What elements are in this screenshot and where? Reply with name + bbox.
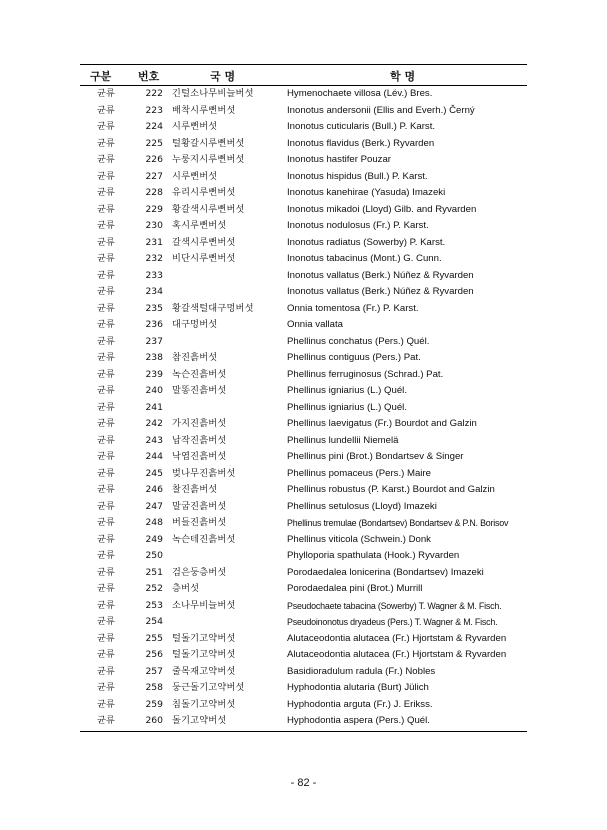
table-row	[80, 548, 527, 565]
cell-number: 250	[145, 550, 163, 561]
cell-category: 균류	[97, 698, 115, 710]
cell-scientific-name: Phellinus setulosus (Lloyd) Imazeki	[287, 500, 437, 512]
cell-scientific-name: Inonotus radiatus (Sowerby) P. Karst.	[287, 236, 446, 248]
cell-scientific-name: Hyphodontia alutaria (Burt) Jülich	[287, 682, 429, 693]
table-row	[80, 713, 527, 730]
cell-korean-name: 털돌기고약버섯	[172, 632, 236, 644]
cell-korean-name: 말굽진흙버섯	[172, 500, 227, 512]
table-row	[80, 284, 527, 301]
cell-number: 254	[145, 616, 163, 627]
cell-category: 균류	[97, 236, 115, 248]
cell-korean-name: 검은둥층버섯	[172, 566, 227, 578]
cell-category: 균류	[97, 665, 115, 677]
cell-scientific-name: Inonotus vallatus (Berk.) Núñez & Ryvarden	[287, 269, 474, 281]
table-body	[80, 86, 527, 730]
cell-korean-name: 시루뻔버섯	[172, 170, 218, 182]
cell-category: 균류	[97, 517, 115, 528]
cell-category: 균류	[97, 682, 115, 693]
cell-category: 균류	[97, 533, 115, 545]
cell-number: 232	[145, 253, 163, 264]
header-number: 번호	[138, 70, 160, 83]
table-row	[80, 680, 527, 697]
cell-scientific-name: Inonotus cuticularis (Bull.) P. Karst.	[287, 121, 436, 132]
species-table	[80, 64, 527, 730]
cell-category: 균류	[97, 352, 115, 363]
cell-number: 240	[145, 385, 163, 396]
table-row	[80, 119, 527, 136]
cell-korean-name: 긴털소나무비늘버섯	[172, 88, 254, 99]
cell-category: 균류	[97, 550, 115, 561]
table-row	[80, 367, 527, 384]
table-row	[80, 136, 527, 153]
cell-korean-name: 털돌기고약버섯	[172, 649, 236, 660]
cell-number: 242	[145, 418, 163, 429]
cell-category: 균류	[97, 104, 115, 116]
table-row	[80, 383, 527, 400]
table-row	[80, 251, 527, 268]
cell-number: 238	[145, 352, 163, 363]
cell-korean-name: 비단시루뻔버섯	[172, 253, 236, 264]
cell-korean-name: 황갈색털대구멍버섯	[172, 302, 254, 314]
cell-scientific-name: Porodaedalea lonicerina (Bondartsev) Imazeki	[287, 566, 484, 578]
table-bottom-rule	[80, 731, 527, 732]
table-row	[80, 499, 527, 516]
cell-scientific-name: Inonotus hispidus (Bull.) P. Karst.	[287, 170, 428, 182]
table-row	[80, 185, 527, 202]
cell-korean-name: 찰진흙버섯	[172, 484, 218, 495]
cell-scientific-name: Inonotus mikadoi (Lloyd) Gilb. and Ryvarden	[287, 203, 477, 215]
table-row	[80, 449, 527, 466]
cell-scientific-name: Onnia tomentosa (Fr.) P. Karst.	[287, 302, 419, 314]
cell-number: 252	[145, 583, 163, 594]
cell-korean-name: 줄목재고약버섯	[172, 665, 236, 677]
table-row	[80, 416, 527, 433]
cell-category: 균류	[97, 88, 115, 99]
cell-scientific-name: Phellinus viticola (Schwein.) Donk	[287, 533, 431, 545]
cell-number: 255	[145, 632, 163, 644]
cell-category: 균류	[97, 385, 115, 396]
cell-korean-name: 배착시루뻔버섯	[172, 104, 236, 116]
cell-category: 균류	[97, 401, 115, 413]
cell-number: 230	[145, 220, 163, 231]
table-row	[80, 614, 527, 631]
cell-number: 251	[145, 566, 163, 578]
table-row	[80, 647, 527, 664]
cell-number: 226	[145, 154, 163, 165]
cell-scientific-name: Inonotus nodulosus (Fr.) P. Karst.	[287, 220, 429, 231]
cell-korean-name: 층버섯	[172, 583, 200, 594]
cell-number: 247	[145, 500, 163, 512]
cell-scientific-name: Inonotus hastifer Pouzar	[287, 154, 391, 165]
cell-korean-name: 유리시루뻔버섯	[172, 187, 236, 198]
cell-number: 241	[145, 401, 163, 413]
cell-scientific-name: Hyphodontia aspera (Pers.) Quél.	[287, 715, 430, 726]
table-row	[80, 334, 527, 351]
cell-number: 225	[145, 137, 163, 149]
cell-korean-name: 버들진흙버섯	[172, 517, 227, 528]
cell-scientific-name: Onnia vallata	[287, 319, 343, 330]
cell-number: 239	[145, 368, 163, 380]
cell-number: 227	[145, 170, 163, 182]
table-row	[80, 697, 527, 714]
cell-korean-name: 참진흙버섯	[172, 352, 218, 363]
cell-category: 균류	[97, 302, 115, 314]
table-row	[80, 532, 527, 549]
cell-korean-name: 가지진흙버섯	[172, 418, 227, 429]
cell-number: 228	[145, 187, 163, 198]
table-row	[80, 103, 527, 120]
table-row	[80, 202, 527, 219]
cell-category: 균류	[97, 286, 115, 297]
cell-number: 245	[145, 467, 163, 479]
table-row	[80, 565, 527, 582]
cell-korean-name: 낙엽진흙버섯	[172, 451, 227, 462]
cell-scientific-name: Phellinus pini (Brot.) Bondartsev & Singer	[287, 451, 464, 462]
cell-scientific-name: Inonotus tabacinus (Mont.) G. Cunn.	[287, 253, 442, 264]
cell-number: 258	[145, 682, 163, 693]
cell-scientific-name: Phellinus igniarius (L.) Quél.	[287, 385, 407, 396]
table-row	[80, 664, 527, 681]
cell-number: 257	[145, 665, 163, 677]
table-row	[80, 581, 527, 598]
header-scientific-name: 학 명	[390, 70, 416, 83]
cell-korean-name: 납작진흙버섯	[172, 434, 227, 446]
cell-category: 균류	[97, 616, 115, 627]
cell-korean-name: 돌기고약버섯	[172, 715, 227, 726]
cell-scientific-name: Alutaceodontia alutacea (Fr.) Hjortstam & Ryvarden	[287, 649, 507, 660]
cell-scientific-name: Phellinus ferruginosus (Schrad.) Pat.	[287, 368, 444, 380]
cell-scientific-name: Phellinus laevigatus (Fr.) Bourdot and Galzin	[287, 418, 477, 429]
cell-scientific-name: Inonotus andersonii (Ellis and Everh.) Černý	[287, 104, 475, 116]
cell-scientific-name: Basidioradulum radula (Fr.) Nobles	[287, 665, 436, 677]
cell-category: 균류	[97, 451, 115, 462]
cell-number: 237	[145, 335, 163, 347]
cell-scientific-name: Pseudochaete tabacina (Sowerby) T. Wagner & M. Fisch.	[287, 600, 502, 611]
cell-category: 균류	[97, 566, 115, 578]
cell-scientific-name: Phellinus igniarius (L.) Quél.	[287, 401, 407, 413]
cell-category: 균류	[97, 467, 115, 479]
cell-scientific-name: Phellinus contiguus (Pers.) Pat.	[287, 352, 421, 363]
cell-category: 균류	[97, 484, 115, 495]
cell-scientific-name: Phellinus conchatus (Pers.) Quél.	[287, 335, 430, 347]
table-row	[80, 152, 527, 169]
cell-scientific-name: Phellinus robustus (P. Karst.) Bourdot and Galzin	[287, 484, 495, 495]
cell-korean-name: 털황갈시루뻔버섯	[172, 137, 245, 149]
cell-number: 235	[145, 302, 163, 314]
table-row	[80, 317, 527, 334]
cell-category: 균류	[97, 253, 115, 264]
cell-category: 균류	[97, 170, 115, 182]
table-row	[80, 433, 527, 450]
cell-scientific-name: Phellinus pomaceus (Pers.) Maire	[287, 467, 431, 479]
table-row	[80, 301, 527, 318]
header-category: 구분	[90, 70, 112, 83]
cell-category: 균류	[97, 121, 115, 132]
cell-number: 244	[145, 451, 163, 462]
cell-number: 260	[145, 715, 163, 726]
cell-korean-name: 녹슨진흙버섯	[172, 368, 227, 380]
cell-korean-name: 황갈색시루뻔버섯	[172, 203, 245, 215]
cell-scientific-name: Porodaedalea pini (Brot.) Murrill	[287, 583, 423, 594]
cell-scientific-name: Alutaceodontia alutacea (Fr.) Hjortstam & Ryvarden	[287, 632, 507, 644]
table-row	[80, 169, 527, 186]
table-row	[80, 268, 527, 285]
cell-category: 균류	[97, 187, 115, 198]
cell-category: 균류	[97, 137, 115, 149]
cell-korean-name: 혹시루뻔버섯	[172, 220, 227, 231]
cell-number: 249	[145, 533, 163, 545]
page-number: - 82 -	[290, 777, 317, 789]
cell-scientific-name: Phylloporia spathulata (Hook.) Ryvarden	[287, 550, 460, 561]
cell-korean-name: 둥근돌기고약버섯	[172, 682, 245, 693]
cell-korean-name: 침돌기고약버섯	[172, 698, 236, 710]
cell-category: 균류	[97, 434, 115, 446]
cell-category: 균류	[97, 269, 115, 281]
table-row	[80, 631, 527, 648]
cell-category: 균류	[97, 335, 115, 347]
cell-number: 223	[145, 104, 163, 116]
cell-number: 259	[145, 698, 163, 710]
cell-scientific-name: Inonotus vallatus (Berk.) Núñez & Ryvarden	[287, 286, 474, 297]
cell-scientific-name: Pseudoinonotus dryadeus (Pers.) T. Wagner & M. Fisch.	[287, 617, 498, 627]
cell-category: 균류	[97, 649, 115, 660]
cell-korean-name: 대구멍버섯	[172, 319, 218, 330]
cell-number: 233	[145, 269, 163, 281]
cell-category: 균류	[97, 368, 115, 380]
cell-category: 균류	[97, 632, 115, 644]
cell-category: 균류	[97, 319, 115, 330]
table-row	[80, 482, 527, 499]
cell-number: 253	[145, 599, 163, 611]
cell-korean-name: 시루뻔버섯	[172, 121, 218, 132]
cell-number: 243	[145, 434, 163, 446]
table-row	[80, 235, 527, 252]
cell-number: 229	[145, 203, 163, 215]
cell-category: 균류	[97, 154, 115, 165]
table-row	[80, 86, 527, 103]
cell-korean-name: 소나무비늘버섯	[172, 599, 236, 611]
cell-scientific-name: Hyphodontia arguta (Fr.) J. Erikss.	[287, 698, 433, 710]
cell-category: 균류	[97, 500, 115, 512]
table-row	[80, 466, 527, 483]
cell-scientific-name: Phellinus lundellii Niemelä	[287, 434, 399, 446]
cell-korean-name: 녹슨테진흙버섯	[172, 533, 236, 545]
cell-number: 246	[145, 484, 163, 495]
cell-number: 222	[145, 88, 163, 99]
table-header	[80, 64, 527, 86]
cell-number: 231	[145, 236, 163, 248]
cell-scientific-name: Phellinus tremulae (Bondartsev) Bondartsev & P.N. Borisov	[287, 518, 509, 528]
cell-korean-name: 벚나무진흙버섯	[172, 467, 236, 479]
cell-number: 248	[145, 517, 163, 528]
cell-number: 224	[145, 121, 163, 132]
cell-korean-name: 말똥진흙버섯	[172, 385, 227, 396]
cell-category: 균류	[97, 220, 115, 231]
cell-category: 균류	[97, 418, 115, 429]
table-row	[80, 350, 527, 367]
cell-number: 236	[145, 319, 163, 330]
cell-scientific-name: Hymenochaete villosa (Lév.) Bres.	[287, 88, 433, 99]
table-row	[80, 400, 527, 417]
cell-category: 균류	[97, 715, 115, 726]
header-korean-name: 국 명	[210, 70, 236, 83]
table-row	[80, 515, 527, 532]
cell-number: 256	[145, 649, 163, 660]
cell-category: 균류	[97, 583, 115, 594]
cell-scientific-name: Inonotus kanehirae (Yasuda) Imazeki	[287, 187, 446, 198]
cell-korean-name: 갈색시루뻔버섯	[172, 236, 236, 248]
table-row	[80, 598, 527, 615]
cell-scientific-name: Inonotus flavidus (Berk.) Ryvarden	[287, 137, 435, 149]
cell-category: 균류	[97, 599, 115, 611]
cell-korean-name: 누룽지시루뻔버섯	[172, 154, 245, 165]
cell-number: 234	[145, 286, 163, 297]
cell-category: 균류	[97, 203, 115, 215]
table-row	[80, 218, 527, 235]
